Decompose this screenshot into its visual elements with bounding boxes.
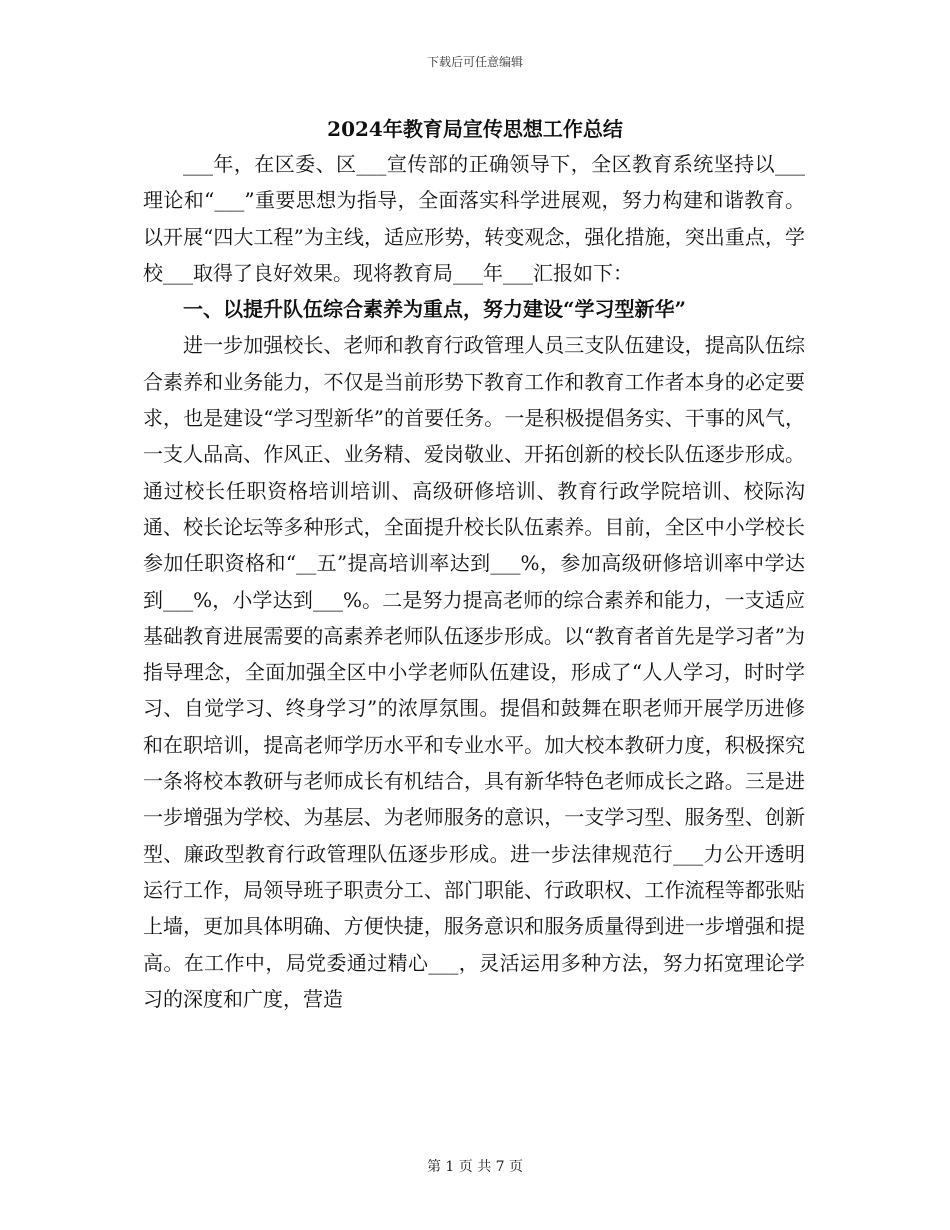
page-number: 第 1 页 共 7 页 [426,1159,524,1175]
body-paragraph: 进一步加强校长、老师和教育行政管理人员三支队伍建设，提高队伍综合素养和业务能力，不仅是当前形势下教育工作和教育工作者本身的必定要求，也是建设“学习型新华”的首要任务。一是积极提倡务实、干事的风气，一支人品高、作风正、业务精、爱岗敬业、开拓创新的校长队伍逐步形成。通过校长任职资格培训培训、高级研修培训、教育行政学院培训、校际沟通、校长论坛等多种形式，全面提升校长队伍素养。目前，全区中小学校长参加任职资格和“__五”提高培训率达到___%，参加高级研修培训率中学达到___%，小学达到___%。二是努力提高老师的综合素养和能力，一支适应基础教育进展需要的高素养老师队伍逐步形成。以“教育者首先是学习者”为指导理念，全面加强全区中小学老师队伍建设，形成了“人人学习，时时学习、自觉学习、终身学习”的浓厚氛围。提倡和鼓舞在职老师开展学历进修和在职培训，提高老师学历水平和专业水平。加大校本教研力度，积极探究一条将校本教研与老师成长有机结合，具有新华特色老师成长之路。三是进一步增强为学校、为基层、为老师服务的意识，一支学习型、服务型、创新型、廉政型教育行政管理队伍逐步形成。进一步法律规范行___力公开透明运行工作，局领导班子职责分工、部门职能、行政职权、工作流程等都张贴上墙，更加具体明确、方便快捷，服务意识和服务质量得到进一步增强和提高。在工作中，局党委通过精心___，灵活运用多种方法，努力拓宽理论学习的深度和广度，营造 [143,333,805,1011]
section-heading: 一、以提升队伍综合素养为重点，努力建设“学习型新华” [183,297,687,322]
document-title: 2024年教育局宣传思想工作总结 [327,117,623,141]
intro-paragraph: ___年，在区委、区___宣传部的正确领导下，全区教育系统坚持以___理论和“___”重要思想为指导，全面落实科学进展观，努力构建和谐教育。以开展“四大工程”为主线，适应形势，转变观念，强化措施，突出重点，学校___取得了良好效果。现将教育局___年___汇报如下： [143,152,805,285]
document-body [143,146,805,1017]
header-note: 下载后可任意编辑 [426,55,523,69]
